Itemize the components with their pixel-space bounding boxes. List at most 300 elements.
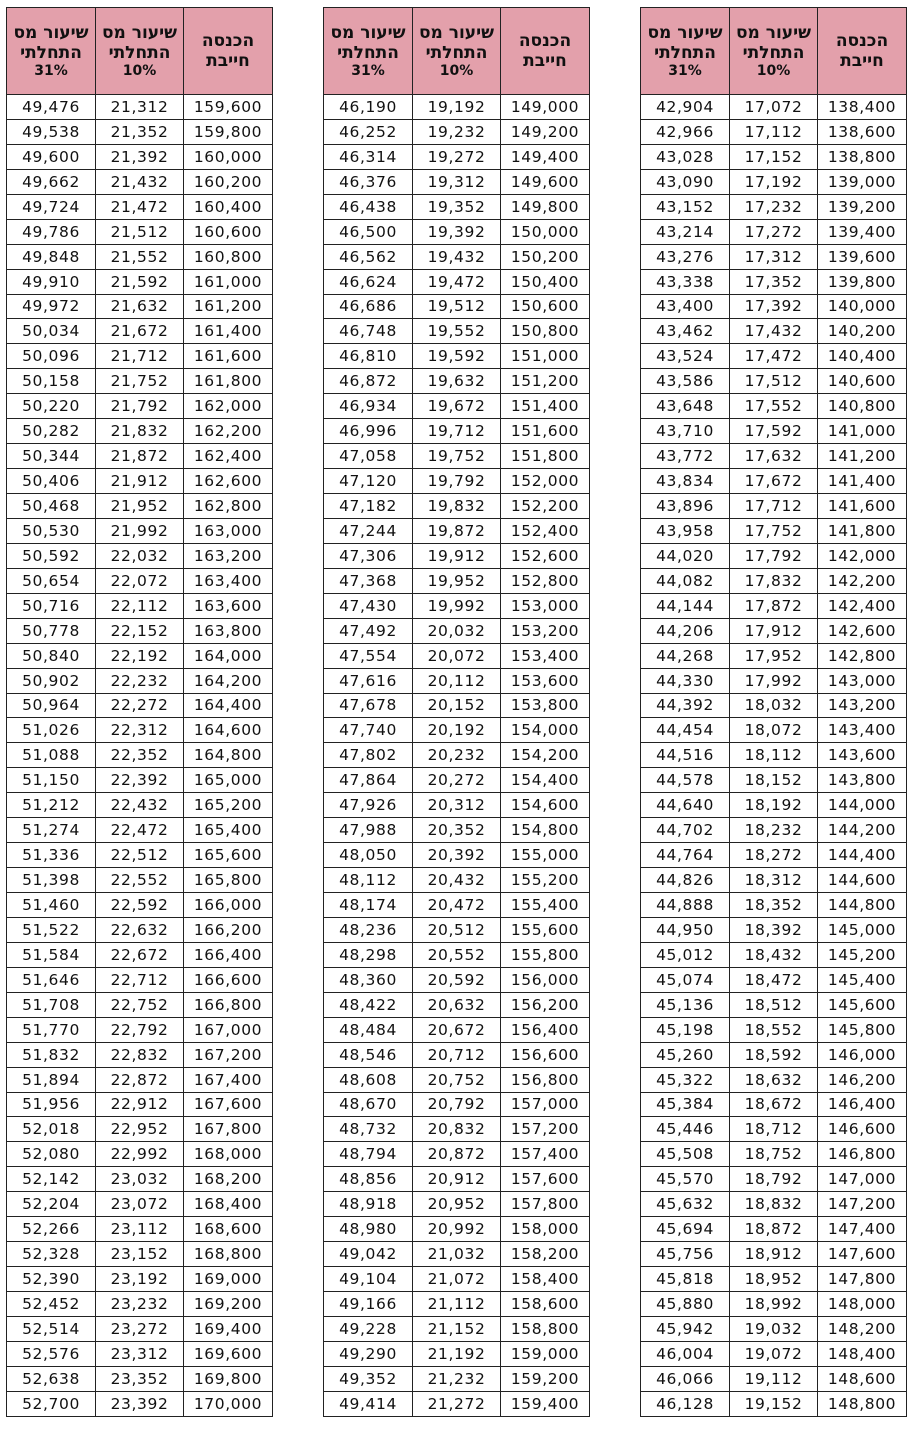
- tax-31-cell: 47,492: [324, 618, 413, 643]
- table-row: [324, 843, 590, 868]
- income-cell: 141,600: [818, 494, 907, 519]
- tax-10-cell: 21,192: [413, 1341, 501, 1366]
- table-row: [324, 469, 590, 494]
- income-cell: 164,200: [184, 668, 273, 693]
- income-cell: 168,800: [184, 1242, 273, 1267]
- tax-31-cell: 49,476: [7, 95, 96, 120]
- tax-10-cell: 20,552: [413, 942, 501, 967]
- tax-10-cell: 18,312: [730, 868, 818, 893]
- income-cell: 165,400: [184, 818, 273, 843]
- income-cell: 154,000: [501, 718, 590, 743]
- income-cell: 142,000: [818, 543, 907, 568]
- tax-31-cell: 45,756: [641, 1242, 730, 1267]
- income-cell: 146,600: [818, 1117, 907, 1142]
- table-row: [324, 95, 590, 120]
- income-cell: 162,200: [184, 419, 273, 444]
- table-row: [7, 768, 273, 793]
- header-taxable-income: הכנסה חייבת: [501, 8, 590, 95]
- tax-31-cell: 48,236: [324, 917, 413, 942]
- table-row: [7, 543, 273, 568]
- table-row: [324, 369, 590, 394]
- tax-10-cell: 21,952: [96, 494, 184, 519]
- tax-31-cell: 47,988: [324, 818, 413, 843]
- table-row: [7, 469, 273, 494]
- tax-31-cell: 52,700: [7, 1391, 96, 1416]
- income-cell: 155,000: [501, 843, 590, 868]
- tax-10-cell: 21,992: [96, 518, 184, 543]
- income-cell: 154,600: [501, 793, 590, 818]
- tax-10-cell: 21,472: [96, 194, 184, 219]
- tax-10-cell: 18,552: [730, 1017, 818, 1042]
- tax-31-cell: 50,902: [7, 668, 96, 693]
- table-row: [324, 494, 590, 519]
- income-cell: 149,000: [501, 95, 590, 120]
- table-row: [641, 1042, 907, 1067]
- income-cell: 148,200: [818, 1316, 907, 1341]
- table-row: [7, 1142, 273, 1167]
- income-cell: 162,000: [184, 394, 273, 419]
- income-cell: 146,800: [818, 1142, 907, 1167]
- income-cell: 138,600: [818, 119, 907, 144]
- table-row: [641, 893, 907, 918]
- header-taxable-income: הכנסה חייבת: [184, 8, 273, 95]
- table-row: [324, 917, 590, 942]
- tax-10-cell: 19,232: [413, 119, 501, 144]
- income-cell: 141,800: [818, 518, 907, 543]
- tax-31-cell: 49,786: [7, 219, 96, 244]
- tax-31-cell: 52,514: [7, 1316, 96, 1341]
- income-cell: 157,600: [501, 1167, 590, 1192]
- tax-10-cell: 18,712: [730, 1117, 818, 1142]
- income-cell: 161,400: [184, 319, 273, 344]
- tax-31-cell: 52,018: [7, 1117, 96, 1142]
- tax-31-cell: 50,344: [7, 444, 96, 469]
- tax-31-cell: 47,802: [324, 743, 413, 768]
- tax-10-cell: 18,752: [730, 1142, 818, 1167]
- header-tax-31: שיעור מס התחלתי 31%: [324, 8, 413, 95]
- income-cell: 160,000: [184, 144, 273, 169]
- tax-31-cell: 46,314: [324, 144, 413, 169]
- table-row: [7, 1341, 273, 1366]
- tax-10-cell: 18,952: [730, 1267, 818, 1292]
- tax-10-cell: 21,272: [413, 1391, 501, 1416]
- tax-10-cell: 20,352: [413, 818, 501, 843]
- tax-31-cell: 51,274: [7, 818, 96, 843]
- income-cell: 140,200: [818, 319, 907, 344]
- tax-10-cell: 17,352: [730, 269, 818, 294]
- table-row: [641, 244, 907, 269]
- table-row: [641, 369, 907, 394]
- table-row: [641, 1017, 907, 1042]
- table-row: [7, 518, 273, 543]
- tax-31-cell: 45,508: [641, 1142, 730, 1167]
- tax-31-cell: 48,360: [324, 967, 413, 992]
- table-row: [324, 1391, 590, 1416]
- tax-10-cell: 18,792: [730, 1167, 818, 1192]
- tax-10-cell: 21,312: [96, 95, 184, 120]
- tax-10-cell: 19,192: [413, 95, 501, 120]
- table-row: [324, 269, 590, 294]
- table-row: [641, 942, 907, 967]
- tax-10-cell: 22,992: [96, 1142, 184, 1167]
- income-cell: 143,800: [818, 768, 907, 793]
- table-row: [641, 1242, 907, 1267]
- tax-31-cell: 45,074: [641, 967, 730, 992]
- table-row: [324, 942, 590, 967]
- table-row: [324, 1142, 590, 1167]
- income-cell: 165,800: [184, 868, 273, 893]
- tax-31-cell: 46,066: [641, 1366, 730, 1391]
- table-row: [324, 344, 590, 369]
- tax-31-cell: 47,430: [324, 593, 413, 618]
- income-cell: 158,400: [501, 1267, 590, 1292]
- table-row: [7, 394, 273, 419]
- tax-31-cell: 44,144: [641, 593, 730, 618]
- income-cell: 140,400: [818, 344, 907, 369]
- income-cell: 154,200: [501, 743, 590, 768]
- income-cell: 159,200: [501, 1366, 590, 1391]
- tax-10-cell: 18,232: [730, 818, 818, 843]
- table-row: [641, 1067, 907, 1092]
- income-cell: 157,800: [501, 1192, 590, 1217]
- tax-10-cell: 22,192: [96, 643, 184, 668]
- income-cell: 165,200: [184, 793, 273, 818]
- tax-10-cell: 18,032: [730, 693, 818, 718]
- tax-31-cell: 51,026: [7, 718, 96, 743]
- table-row: [324, 793, 590, 818]
- income-cell: 153,600: [501, 668, 590, 693]
- tax-31-cell: 48,050: [324, 843, 413, 868]
- tax-31-cell: 43,462: [641, 319, 730, 344]
- tax-31-cell: 51,832: [7, 1042, 96, 1067]
- tax-31-cell: 49,166: [324, 1292, 413, 1317]
- income-cell: 167,800: [184, 1117, 273, 1142]
- income-cell: 144,600: [818, 868, 907, 893]
- tax-31-cell: 44,578: [641, 768, 730, 793]
- tax-10-cell: 22,512: [96, 843, 184, 868]
- table-row: [641, 693, 907, 718]
- income-cell: 155,400: [501, 893, 590, 918]
- table-row: [7, 119, 273, 144]
- income-cell: 163,400: [184, 568, 273, 593]
- tax-10-cell: 18,992: [730, 1292, 818, 1317]
- income-cell: 153,200: [501, 618, 590, 643]
- income-cell: 169,400: [184, 1316, 273, 1341]
- tax-31-cell: 51,956: [7, 1092, 96, 1117]
- table-row: [324, 419, 590, 444]
- income-cell: 143,600: [818, 743, 907, 768]
- tax-10-cell: 22,592: [96, 893, 184, 918]
- table-row: [641, 394, 907, 419]
- income-cell: 142,800: [818, 643, 907, 668]
- tax-10-cell: 19,752: [413, 444, 501, 469]
- tax-10-cell: 21,632: [96, 294, 184, 319]
- tax-table-right: [640, 7, 907, 1417]
- header-tax-31: שיעור מס התחלתי 31%: [7, 8, 96, 95]
- tax-31-cell: 50,468: [7, 494, 96, 519]
- table-row: [641, 768, 907, 793]
- income-cell: 138,800: [818, 144, 907, 169]
- table-row: [324, 1366, 590, 1391]
- table-row: [324, 668, 590, 693]
- income-cell: 167,600: [184, 1092, 273, 1117]
- tax-10-cell: 20,392: [413, 843, 501, 868]
- income-cell: 143,200: [818, 693, 907, 718]
- income-cell: 161,600: [184, 344, 273, 369]
- tax-31-cell: 48,856: [324, 1167, 413, 1192]
- tax-10-cell: 17,872: [730, 593, 818, 618]
- tax-10-cell: 23,032: [96, 1167, 184, 1192]
- table-row: [641, 967, 907, 992]
- income-cell: 151,400: [501, 394, 590, 419]
- tax-10-cell: 22,912: [96, 1092, 184, 1117]
- tax-10-cell: 17,392: [730, 294, 818, 319]
- table-row: [7, 843, 273, 868]
- table-row: [641, 843, 907, 868]
- table-row: [324, 1192, 590, 1217]
- table-row: [7, 793, 273, 818]
- tax-10-cell: 17,792: [730, 543, 818, 568]
- income-cell: 142,400: [818, 593, 907, 618]
- tax-10-cell: 20,832: [413, 1117, 501, 1142]
- tax-table-left: [6, 7, 273, 1417]
- tax-31-cell: 50,592: [7, 543, 96, 568]
- income-cell: 163,600: [184, 593, 273, 618]
- tax-31-cell: 44,888: [641, 893, 730, 918]
- table-row: [324, 868, 590, 893]
- table-row: [324, 818, 590, 843]
- tax-10-cell: 18,672: [730, 1092, 818, 1117]
- table-row: [641, 1391, 907, 1416]
- income-cell: 139,600: [818, 244, 907, 269]
- tax-31-cell: 48,546: [324, 1042, 413, 1067]
- table-row: [7, 718, 273, 743]
- tax-31-cell: 47,864: [324, 768, 413, 793]
- tax-31-cell: 46,996: [324, 419, 413, 444]
- tax-10-cell: 22,712: [96, 967, 184, 992]
- tax-31-cell: 52,452: [7, 1292, 96, 1317]
- tax-31-cell: 50,282: [7, 419, 96, 444]
- tax-10-cell: 22,112: [96, 593, 184, 618]
- tax-10-cell: 22,752: [96, 992, 184, 1017]
- tax-31-cell: 43,834: [641, 469, 730, 494]
- tax-31-cell: 49,848: [7, 244, 96, 269]
- tax-10-cell: 22,472: [96, 818, 184, 843]
- tax-31-cell: 44,268: [641, 643, 730, 668]
- tax-10-cell: 20,912: [413, 1167, 501, 1192]
- tax-10-cell: 17,072: [730, 95, 818, 120]
- tax-31-cell: 48,422: [324, 992, 413, 1017]
- tax-31-cell: 45,012: [641, 942, 730, 967]
- table-row: [7, 419, 273, 444]
- tax-10-cell: 21,112: [413, 1292, 501, 1317]
- tax-10-cell: 21,672: [96, 319, 184, 344]
- tax-10-cell: 20,272: [413, 768, 501, 793]
- table-row: [7, 169, 273, 194]
- tax-10-cell: 20,792: [413, 1092, 501, 1117]
- table-row: [7, 1217, 273, 1242]
- tax-10-cell: 21,752: [96, 369, 184, 394]
- header-row: [7, 8, 273, 95]
- table-row: [641, 469, 907, 494]
- tax-10-cell: 18,632: [730, 1067, 818, 1092]
- tax-10-cell: 22,432: [96, 793, 184, 818]
- tax-10-cell: 21,432: [96, 169, 184, 194]
- table-row: [7, 868, 273, 893]
- table-row: [7, 369, 273, 394]
- tax-31-cell: 52,576: [7, 1341, 96, 1366]
- tax-31-cell: 47,120: [324, 469, 413, 494]
- income-cell: 143,000: [818, 668, 907, 693]
- table-row: [7, 893, 273, 918]
- tax-10-cell: 22,352: [96, 743, 184, 768]
- tax-10-cell: 18,432: [730, 942, 818, 967]
- table-row: [7, 1366, 273, 1391]
- income-cell: 162,400: [184, 444, 273, 469]
- tax-31-cell: 46,190: [324, 95, 413, 120]
- income-cell: 139,800: [818, 269, 907, 294]
- income-cell: 169,000: [184, 1267, 273, 1292]
- tax-10-cell: 17,152: [730, 144, 818, 169]
- tax-31-cell: 42,966: [641, 119, 730, 144]
- tax-10-cell: 19,592: [413, 344, 501, 369]
- tax-31-cell: 44,392: [641, 693, 730, 718]
- tax-10-cell: 18,872: [730, 1217, 818, 1242]
- table-row: [324, 718, 590, 743]
- tax-10-cell: 20,672: [413, 1017, 501, 1042]
- income-cell: 163,000: [184, 518, 273, 543]
- tax-10-cell: 23,232: [96, 1292, 184, 1317]
- income-cell: 164,400: [184, 693, 273, 718]
- tax-31-cell: 45,446: [641, 1117, 730, 1142]
- tax-10-cell: 22,952: [96, 1117, 184, 1142]
- income-cell: 145,000: [818, 917, 907, 942]
- tax-10-cell: 21,512: [96, 219, 184, 244]
- header-taxable-income: הכנסה חייבת: [818, 8, 907, 95]
- header-row: [324, 8, 590, 95]
- tax-10-cell: 17,952: [730, 643, 818, 668]
- table-row: [324, 1092, 590, 1117]
- income-cell: 153,400: [501, 643, 590, 668]
- income-cell: 145,800: [818, 1017, 907, 1042]
- tax-10-cell: 18,512: [730, 992, 818, 1017]
- table-row: [324, 693, 590, 718]
- tax-31-cell: 44,206: [641, 618, 730, 643]
- table-row: [7, 1092, 273, 1117]
- income-cell: 149,600: [501, 169, 590, 194]
- income-cell: 157,400: [501, 1142, 590, 1167]
- tax-31-cell: 49,228: [324, 1316, 413, 1341]
- income-cell: 149,400: [501, 144, 590, 169]
- tax-31-cell: 43,090: [641, 169, 730, 194]
- table-row: [7, 668, 273, 693]
- tax-10-cell: 21,392: [96, 144, 184, 169]
- tax-31-cell: 51,336: [7, 843, 96, 868]
- tax-31-cell: 47,244: [324, 518, 413, 543]
- table-row: [324, 893, 590, 918]
- income-cell: 160,600: [184, 219, 273, 244]
- tax-10-cell: 19,512: [413, 294, 501, 319]
- tax-31-cell: 49,910: [7, 269, 96, 294]
- income-cell: 141,000: [818, 419, 907, 444]
- tax-10-cell: 18,112: [730, 743, 818, 768]
- table-row: [324, 119, 590, 144]
- tax-31-cell: 52,390: [7, 1267, 96, 1292]
- tax-31-cell: 49,662: [7, 169, 96, 194]
- tax-31-cell: 46,128: [641, 1391, 730, 1416]
- income-cell: 152,000: [501, 469, 590, 494]
- income-cell: 167,400: [184, 1067, 273, 1092]
- table-row: [324, 1167, 590, 1192]
- income-cell: 145,400: [818, 967, 907, 992]
- tax-31-cell: 48,732: [324, 1117, 413, 1142]
- income-cell: 156,400: [501, 1017, 590, 1042]
- table-row: [324, 643, 590, 668]
- tax-31-cell: 50,716: [7, 593, 96, 618]
- tax-31-cell: 46,686: [324, 294, 413, 319]
- tax-10-cell: 19,432: [413, 244, 501, 269]
- tax-31-cell: 43,276: [641, 244, 730, 269]
- tax-31-cell: 46,748: [324, 319, 413, 344]
- tax-31-cell: 45,384: [641, 1092, 730, 1117]
- tax-31-cell: 47,306: [324, 543, 413, 568]
- header-tax-10: שיעור מס התחלתי 10%: [730, 8, 818, 95]
- tax-31-cell: 48,112: [324, 868, 413, 893]
- table-row: [7, 818, 273, 843]
- table-row: [324, 743, 590, 768]
- income-cell: 144,800: [818, 893, 907, 918]
- tax-10-cell: 17,512: [730, 369, 818, 394]
- tax-10-cell: 19,552: [413, 319, 501, 344]
- table-row: [641, 1316, 907, 1341]
- tax-10-cell: 18,072: [730, 718, 818, 743]
- income-cell: 162,800: [184, 494, 273, 519]
- income-cell: 144,000: [818, 793, 907, 818]
- tax-10-cell: 23,392: [96, 1391, 184, 1416]
- table-row: [7, 344, 273, 369]
- income-cell: 146,000: [818, 1042, 907, 1067]
- tax-10-cell: 21,072: [413, 1267, 501, 1292]
- table-row: [7, 1192, 273, 1217]
- income-cell: 151,800: [501, 444, 590, 469]
- income-cell: 148,600: [818, 1366, 907, 1391]
- tax-10-cell: 21,592: [96, 269, 184, 294]
- table-row: [324, 568, 590, 593]
- tax-10-cell: 19,712: [413, 419, 501, 444]
- tax-10-cell: 17,432: [730, 319, 818, 344]
- income-cell: 167,200: [184, 1042, 273, 1067]
- income-cell: 147,600: [818, 1242, 907, 1267]
- income-cell: 158,000: [501, 1217, 590, 1242]
- table-row: [641, 144, 907, 169]
- table-row: [324, 244, 590, 269]
- table-row: [641, 119, 907, 144]
- tax-31-cell: 51,150: [7, 768, 96, 793]
- tax-10-cell: 18,392: [730, 917, 818, 942]
- tax-31-cell: 50,530: [7, 518, 96, 543]
- income-cell: 166,800: [184, 992, 273, 1017]
- income-cell: 144,400: [818, 843, 907, 868]
- table-row: [7, 1167, 273, 1192]
- income-cell: 157,000: [501, 1092, 590, 1117]
- table-row: [641, 917, 907, 942]
- income-cell: 168,200: [184, 1167, 273, 1192]
- tax-31-cell: 51,770: [7, 1017, 96, 1042]
- income-cell: 152,200: [501, 494, 590, 519]
- tax-31-cell: 43,028: [641, 144, 730, 169]
- table-row: [7, 992, 273, 1017]
- tax-10-cell: 20,472: [413, 893, 501, 918]
